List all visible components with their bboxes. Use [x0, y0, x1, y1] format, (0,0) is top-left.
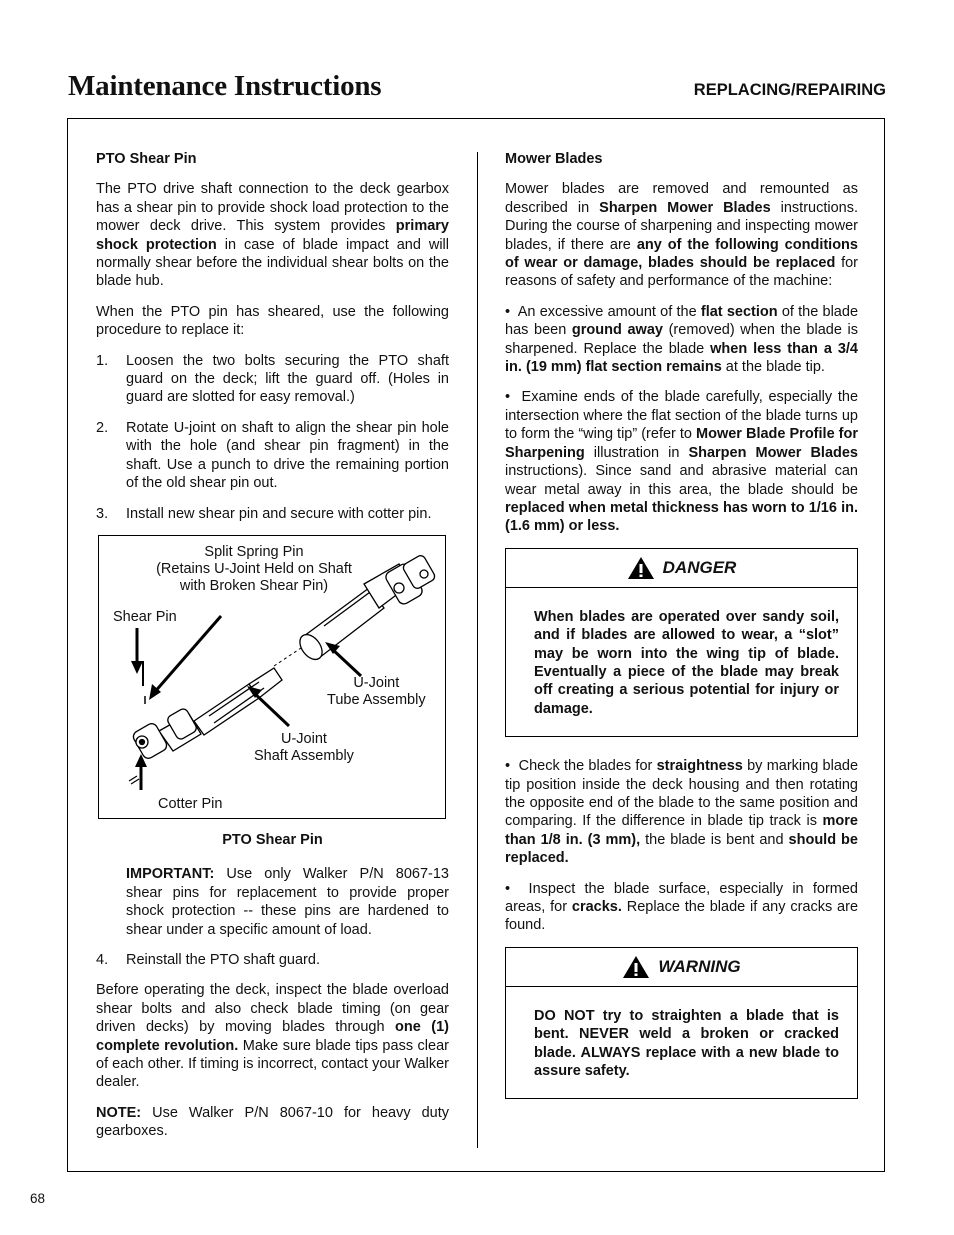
left-column: [96, 150, 449, 1153]
shear-pin-label: Shear Pin: [113, 608, 177, 625]
danger-text: When blades are operated over sandy soil, and if blades are allowed to wear, a “slot” may be worn into the wing tip of blade. Eventually a piece of the blade may break off creating a serious potential for injury or damage.: [534, 608, 839, 717]
bullet-icon: •: [505, 303, 511, 320]
danger-box: [505, 548, 858, 737]
warning-title: WARNING: [658, 956, 741, 976]
pto-when: When the PTO pin has sheared, use the following procedure to replace it:: [96, 303, 449, 339]
pto-heading: PTO Shear Pin: [96, 151, 197, 167]
note: NOTE: Use Walker P/N 8067-10 for heavy duty gearboxes.: [96, 1104, 449, 1140]
danger-title: DANGER: [662, 557, 737, 577]
step-3: 3. Install new shear pin and secure with cotter pin.: [96, 505, 432, 522]
important-note: IMPORTANT: Use only Walker P/N 8067-13 shear pins for replacement to provide proper shock protection -- these pins are hardened to shear under a specific amount of load.: [126, 866, 449, 938]
shaft-assembly-label: U-Joint Shaft Assembly: [254, 730, 354, 764]
warning-text: DO NOT try to straighten a blade that is bent. NEVER weld a broken or cracked blade. ALWAYS replace with a new blade to assure safety.: [534, 1007, 839, 1080]
step-2: 2. Rotate U-joint on shaft to align the shear pin hole with the hole (and shear pin fragment) in the shaft. Use a punch to drive the remaining portion of the old shear pin out.: [96, 419, 449, 492]
bullet-icon: •: [505, 880, 511, 897]
before-operating: Before operating the deck, inspect the blade overload shear bolts and also check blade timing (on gear driven decks) by moving blades through one (1) complete revolution. Make sure blade tips pass clear of each other. If timing is incorrect, contact your Walker dealer.: [96, 982, 449, 1091]
page-number: 68: [30, 1191, 46, 1206]
bullet-straightness: • Check the blades for straightness by marking blade tip position inside the deck housing and then rotating the opposite end of the blade to the same position and comparing. If the difference in blade tip track is more than 1/8 in. (3 mm), the blade is bent and should be replaced.: [505, 758, 859, 867]
tube-assembly-label: U-Joint Tube Assembly: [327, 674, 426, 708]
blades-intro: Mower blades are removed and remounted as described in Sharpen Mower Blades instructions. During the course of sharpening and inspecting mower blades, if there are any of the following conditions of wear or damage, blades should be replaced for reasons of safety and performance of the machine:: [505, 181, 858, 290]
bullet-cracks: • Inspect the blade surface, especially in formed areas, for cracks. Replace the blade if any cracks are found.: [505, 880, 859, 934]
warning-header: [506, 948, 857, 987]
split-spring-pin-label: Split Spring Pin (Retains U-Joint Held on Shaft with Broken Shear Pin): [156, 543, 352, 594]
pto-shear-pin-figure: [98, 535, 446, 819]
pto-intro: The PTO drive shaft connection to the deck gearbox has a shear pin to provide shock load protection to the mower deck drive. This system provides primary shock protection in case of blade impact and will normally shear before the individual shear bolts on the blade hub.: [96, 181, 449, 290]
bullet-wing-tip: • Examine ends of the blade carefully, especially the intersection where the flat section of the blade turns up to form the “wing tip” (refer to Mower Blade Profile for Sharpening illustration in Sharpen Mower Blades instructions). Since sand and abrasive material can wear metal away in this area, the blade should be replaced when metal thickness has worn to 1/16 in. (1.6 mm) or less.: [505, 389, 859, 535]
figure-caption: PTO Shear Pin: [222, 831, 323, 848]
step-1: 1. Loosen the two bolts securing the PTO shaft guard on the deck; lift the guard off. (Holes in guard are slotted for easy removal.): [96, 352, 449, 406]
danger-header: [506, 549, 857, 588]
section-label: REPLACING/REPAIRING: [693, 81, 886, 99]
bullet-icon: •: [505, 389, 511, 406]
mower-blades-heading: Mower Blades: [505, 151, 603, 167]
cotter-pin-label: Cotter Pin: [158, 795, 223, 812]
bullet-flat-section: • An excessive amount of the flat section of the blade has been ground away (removed) when the blade is sharpened. Replace the blade when less than a 3/4 in. (19 mm) flat section remains at the blade tip.: [505, 303, 859, 376]
bullet-icon: •: [505, 758, 511, 775]
warning-triangle-icon: [622, 955, 650, 979]
right-column: [505, 150, 858, 1113]
warning-triangle-icon: [627, 556, 655, 580]
page-title: Maintenance Instructions: [68, 70, 382, 102]
warning-box: [505, 947, 858, 1100]
step-4: 4. Reinstall the PTO shaft guard.: [96, 951, 320, 968]
column-divider: [477, 152, 478, 1148]
